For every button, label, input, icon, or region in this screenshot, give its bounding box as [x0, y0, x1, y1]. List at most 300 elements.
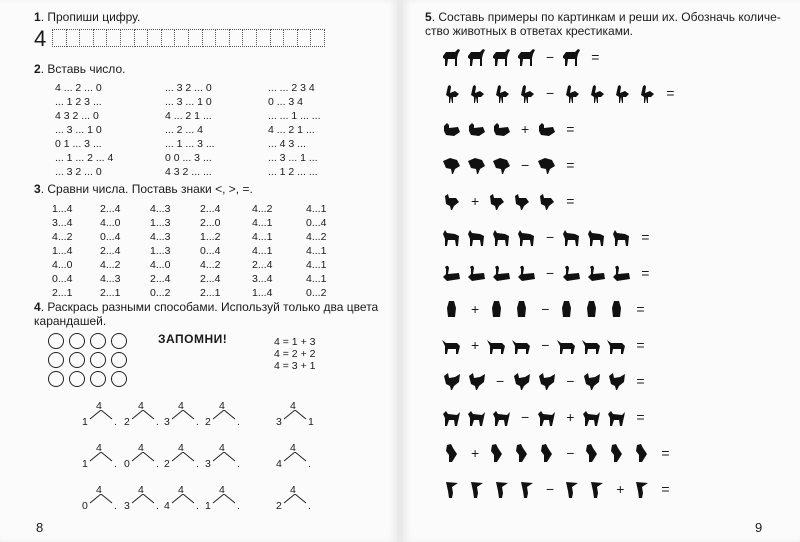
- animal-equation-row: [440, 366, 651, 396]
- number-tree: [276, 400, 316, 430]
- operator: =: [636, 409, 645, 425]
- cat-icon: [560, 226, 582, 248]
- swan-icon: [440, 262, 462, 284]
- task2-line[interactable]: ... 1 2 ... ...: [268, 166, 318, 178]
- comparison[interactable]: 1...4: [252, 287, 273, 299]
- toucan-icon: [490, 478, 512, 500]
- tree-right[interactable]: .: [237, 500, 240, 512]
- horse-icon: [440, 46, 462, 68]
- comparison[interactable]: 4...1: [306, 273, 327, 285]
- comparison[interactable]: 2...1: [200, 287, 221, 299]
- turkey-icon: [490, 154, 512, 176]
- task2-line[interactable]: 0 ... 3 4: [268, 96, 304, 108]
- circle[interactable]: [48, 371, 64, 387]
- formula: 4 = 2 + 2: [274, 348, 316, 360]
- number-tree: [205, 442, 245, 472]
- circle[interactable]: [90, 352, 106, 368]
- comparison[interactable]: 2...4: [100, 245, 121, 257]
- cat-icon: [610, 226, 632, 248]
- animal-equation-row: [440, 42, 605, 72]
- animal-equation-row: [440, 330, 651, 360]
- operator: −: [546, 481, 555, 497]
- rooster-icon: [510, 370, 532, 392]
- writing-cell[interactable]: [66, 29, 81, 47]
- operator: =: [641, 265, 650, 281]
- tree-left[interactable]: 0: [82, 500, 88, 512]
- writing-cell[interactable]: [93, 29, 108, 47]
- tree-top: 4: [219, 400, 225, 412]
- parrot-icon: [510, 442, 532, 464]
- page-number-left: 8: [36, 520, 44, 535]
- page-number-right: 9: [755, 520, 763, 535]
- tree-top: 4: [290, 442, 296, 454]
- task2-line[interactable]: ... 3 2 ... 0: [55, 166, 102, 178]
- comparison[interactable]: 4...1: [306, 203, 327, 215]
- comparison[interactable]: 2...4: [200, 203, 221, 215]
- circle[interactable]: [111, 371, 127, 387]
- ostrich-icon: [490, 82, 512, 104]
- tree-left[interactable]: 2: [124, 416, 130, 428]
- comparison[interactable]: 4...0: [150, 259, 171, 271]
- comparison[interactable]: 4...1: [306, 259, 327, 271]
- left-page: [0, 0, 397, 542]
- tree-right[interactable]: .: [196, 500, 199, 512]
- operator: =: [636, 373, 645, 389]
- penguin-icon: [580, 298, 602, 320]
- tree-right[interactable]: .: [156, 416, 159, 428]
- comparison[interactable]: 4...0: [52, 259, 73, 271]
- comparison[interactable]: 1...4: [52, 203, 73, 215]
- tree-right[interactable]: .: [156, 458, 159, 470]
- comparison[interactable]: 4...0: [100, 217, 121, 229]
- operator: −: [541, 301, 550, 317]
- operator: −: [566, 445, 575, 461]
- tree-left[interactable]: 4: [164, 500, 170, 512]
- parrot-icon: [485, 442, 507, 464]
- ostrich-icon: [610, 82, 632, 104]
- operator: −: [521, 409, 530, 425]
- writing-cell[interactable]: [297, 29, 312, 47]
- tree-right[interactable]: .: [308, 500, 311, 512]
- horse-icon: [560, 46, 582, 68]
- task2-column-3: [268, 81, 321, 179]
- dog-icon: [490, 406, 512, 428]
- tree-top: 4: [138, 484, 144, 496]
- comparison[interactable]: 0...4: [200, 245, 221, 257]
- comparison[interactable]: 2...4: [100, 203, 121, 215]
- parrot-icon: [630, 442, 652, 464]
- task2-line[interactable]: 4 ... 2 1 ...: [268, 124, 315, 136]
- operator: =: [636, 301, 645, 317]
- ostrich-icon: [465, 82, 487, 104]
- tree-top: 4: [178, 484, 184, 496]
- tree-right[interactable]: .: [237, 416, 240, 428]
- turkey-icon: [440, 154, 462, 176]
- task2-line[interactable]: 0 1 ... 3 ...: [55, 138, 102, 150]
- writing-cell[interactable]: [174, 29, 189, 47]
- task2-line[interactable]: ... ... 2 3 4: [268, 82, 315, 94]
- swan-icon: [560, 262, 582, 284]
- tree-top: 4: [96, 400, 102, 412]
- dog-icon: [605, 406, 627, 428]
- hen-icon: [440, 190, 462, 212]
- tree-right[interactable]: .: [196, 416, 199, 428]
- circle[interactable]: [48, 333, 64, 349]
- comparison[interactable]: 0...4: [306, 217, 327, 229]
- rooster-icon: [580, 370, 602, 392]
- task2-column-2: [165, 81, 215, 179]
- animal-equation-row: [440, 222, 655, 252]
- writing-cell[interactable]: [256, 29, 271, 47]
- turkey-icon: [465, 154, 487, 176]
- rooster-icon: [465, 370, 487, 392]
- task5-heading: 5. Составь примеры по картинкам и реши их. Обозначь количе-: [425, 10, 781, 24]
- penguin-icon: [510, 298, 532, 320]
- dog-icon: [580, 406, 602, 428]
- task1-heading: 1. Пропиши цифру.: [34, 10, 141, 24]
- comparison[interactable]: 0...4: [100, 231, 121, 243]
- formula: 4 = 1 + 3: [274, 336, 316, 348]
- number-tree: [82, 484, 122, 514]
- swan-icon: [610, 262, 632, 284]
- tree-top: 4: [178, 400, 184, 412]
- animal-equation-row: [440, 474, 676, 504]
- task3-heading: 3. Сравни числа. Поставь знаки <, >, =.: [34, 182, 253, 196]
- task2-line[interactable]: ... 1 ... 2 ... 4: [55, 152, 114, 164]
- comparison[interactable]: 1...3: [150, 217, 171, 229]
- comparison[interactable]: 2...0: [200, 217, 221, 229]
- task2-line[interactable]: ... 2 ... 4: [165, 124, 203, 136]
- donkey-icon: [440, 334, 462, 356]
- circle[interactable]: [90, 371, 106, 387]
- ostrich-icon: [635, 82, 657, 104]
- donkey-icon: [510, 334, 532, 356]
- tree-left[interactable]: 3: [205, 458, 211, 470]
- animal-equation-row: [440, 294, 651, 324]
- comparison[interactable]: 4...3: [150, 203, 171, 215]
- tree-left[interactable]: 0: [124, 458, 130, 470]
- comparison[interactable]: 1...2: [200, 231, 221, 243]
- circle[interactable]: [111, 352, 127, 368]
- task3-column: [150, 202, 170, 300]
- ostrich-icon: [515, 82, 537, 104]
- number-tree: [82, 442, 122, 472]
- tree-top: 4: [219, 484, 225, 496]
- task3-column: [200, 202, 220, 300]
- donkey-icon: [580, 334, 602, 356]
- tree-right[interactable]: .: [196, 458, 199, 470]
- task2-line[interactable]: ... 4 3 ...: [268, 138, 306, 150]
- operator: −: [541, 337, 550, 353]
- operator: −: [521, 157, 530, 173]
- cat-icon: [465, 226, 487, 248]
- tree-top: 4: [138, 400, 144, 412]
- cat-icon: [440, 226, 462, 248]
- number-tree: [164, 442, 204, 472]
- coloring-circles[interactable]: [48, 333, 127, 387]
- comparison[interactable]: 3...4: [52, 217, 73, 229]
- hen-icon: [535, 190, 557, 212]
- operator: =: [641, 229, 650, 245]
- operator: =: [566, 121, 575, 137]
- duck-icon: [440, 118, 462, 140]
- task2-line[interactable]: 4 3 2 ... ...: [165, 166, 212, 178]
- swan-icon: [515, 262, 537, 284]
- comparison[interactable]: 0...4: [52, 273, 73, 285]
- horse-icon: [515, 46, 537, 68]
- task2-line[interactable]: 4 ... 2 1 ...: [165, 110, 212, 122]
- toucan-icon: [585, 478, 607, 500]
- comparison[interactable]: 4...2: [52, 231, 73, 243]
- dog-icon: [465, 406, 487, 428]
- toucan-icon: [440, 478, 462, 500]
- task3-column: [306, 202, 326, 300]
- writing-cell[interactable]: [120, 29, 135, 47]
- writing-cell[interactable]: [229, 29, 244, 47]
- parrot-icon: [580, 442, 602, 464]
- rooster-icon: [440, 370, 462, 392]
- turkey-icon: [535, 154, 557, 176]
- tree-left[interactable]: 3: [164, 416, 170, 428]
- comparison[interactable]: 4...1: [252, 231, 273, 243]
- tree-right[interactable]: .: [308, 458, 311, 470]
- hen-icon: [485, 190, 507, 212]
- tree-top: 4: [178, 442, 184, 454]
- task2-line[interactable]: ... 1 2 3 ...: [55, 96, 102, 108]
- task2-line[interactable]: ... ... 1 ... ...: [268, 110, 321, 122]
- operator: +: [566, 409, 575, 425]
- number-tree: [276, 484, 316, 514]
- task2-line[interactable]: ... 1 ... 3 ...: [165, 138, 215, 150]
- tree-left[interactable]: 2: [205, 416, 211, 428]
- operator: =: [636, 337, 645, 353]
- comparison[interactable]: 0...2: [306, 287, 327, 299]
- formulas: [274, 336, 315, 372]
- writing-cell[interactable]: [134, 29, 149, 47]
- operator: =: [566, 193, 575, 209]
- animal-equation-row: [440, 150, 580, 180]
- comparison[interactable]: 2...1: [100, 287, 121, 299]
- tree-top: 4: [96, 442, 102, 454]
- ostrich-icon: [440, 82, 462, 104]
- operator: =: [661, 445, 670, 461]
- number-tree: [205, 400, 245, 430]
- tree-top: 4: [290, 484, 296, 496]
- writing-cell[interactable]: [270, 29, 285, 47]
- comparison[interactable]: 4...2: [200, 259, 221, 271]
- sample-digit: 4: [34, 26, 47, 51]
- operator: +: [471, 337, 480, 353]
- rooster-icon: [605, 370, 627, 392]
- swan-icon: [465, 262, 487, 284]
- cat-icon: [515, 226, 537, 248]
- number-tree: [124, 484, 164, 514]
- number-tree: [164, 400, 204, 430]
- donkey-icon: [485, 334, 507, 356]
- dog-icon: [535, 406, 557, 428]
- operator: +: [521, 121, 530, 137]
- dog-icon: [440, 406, 462, 428]
- operator: +: [616, 481, 625, 497]
- animal-equation-row: [440, 402, 651, 432]
- tree-left[interactable]: 2: [276, 500, 282, 512]
- circle[interactable]: [90, 333, 106, 349]
- tree-top: 4: [290, 400, 296, 412]
- comparison[interactable]: 4...2: [252, 203, 273, 215]
- penguin-icon: [555, 298, 577, 320]
- swan-icon: [490, 262, 512, 284]
- operator: −: [566, 373, 575, 389]
- tree-right[interactable]: 1: [308, 416, 314, 428]
- tree-left[interactable]: 1: [205, 500, 211, 512]
- writing-cell[interactable]: [79, 29, 94, 47]
- number-tree: [205, 484, 245, 514]
- circle[interactable]: [69, 333, 85, 349]
- duck-icon: [490, 118, 512, 140]
- toucan-icon: [465, 478, 487, 500]
- writing-cell[interactable]: [188, 29, 203, 47]
- circle[interactable]: [48, 352, 64, 368]
- penguin-icon: [605, 298, 627, 320]
- duck-icon: [465, 118, 487, 140]
- number-tree: [82, 400, 122, 430]
- comparison[interactable]: 2...4: [252, 259, 273, 271]
- operator: =: [661, 481, 670, 497]
- task2-line[interactable]: 4 3 2 ... 0: [55, 110, 99, 122]
- comparison[interactable]: 4...1: [306, 245, 327, 257]
- operator: +: [471, 301, 480, 317]
- horse-icon: [465, 46, 487, 68]
- task2-line[interactable]: ... 3 ... 1 0: [55, 124, 102, 136]
- toucan-icon: [630, 478, 652, 500]
- tree-right[interactable]: .: [237, 458, 240, 470]
- task4-heading: 4. Раскрась разными способами. Используй только два цвета: [34, 300, 379, 314]
- comparison[interactable]: 2...4: [150, 273, 171, 285]
- task3-column: [252, 202, 272, 300]
- comparison[interactable]: 4...2: [100, 259, 121, 271]
- task5-heading-line2: ство животных в ответах крестиками.: [425, 24, 633, 38]
- writing-cell[interactable]: [106, 29, 121, 47]
- task2-line[interactable]: ... 3 ... 1 ...: [268, 152, 318, 164]
- tree-left[interactable]: 4: [276, 458, 282, 470]
- operator: +: [471, 193, 480, 209]
- donkey-icon: [555, 334, 577, 356]
- duck-icon: [535, 118, 557, 140]
- tree-top: 4: [219, 442, 225, 454]
- formula: 4 = 3 + 1: [274, 360, 316, 372]
- comparison[interactable]: 3...4: [252, 273, 273, 285]
- writing-cell[interactable]: [161, 29, 176, 47]
- tree-right[interactable]: .: [114, 458, 117, 470]
- number-tree: [124, 400, 164, 430]
- tree-right[interactable]: .: [156, 500, 159, 512]
- tree-right[interactable]: .: [114, 500, 117, 512]
- operator: −: [496, 373, 505, 389]
- number-tree: [164, 484, 204, 514]
- circle[interactable]: [111, 333, 127, 349]
- tree-top: 4: [96, 484, 102, 496]
- task3-column: [52, 202, 72, 300]
- donkey-icon: [605, 334, 627, 356]
- tree-left[interactable]: 1: [82, 458, 88, 470]
- writing-cell[interactable]: [147, 29, 162, 47]
- writing-cell[interactable]: [52, 29, 67, 47]
- writing-cell[interactable]: [215, 29, 230, 47]
- tree-left[interactable]: 2: [164, 458, 170, 470]
- ostrich-icon: [585, 82, 607, 104]
- tree-right[interactable]: .: [114, 416, 117, 428]
- comparison[interactable]: 2...1: [52, 287, 73, 299]
- task3-column: [100, 202, 120, 300]
- comparison[interactable]: 4...3: [150, 231, 171, 243]
- writing-cell[interactable]: [310, 29, 325, 47]
- writing-cell[interactable]: [202, 29, 217, 47]
- toucan-icon: [560, 478, 582, 500]
- tree-left[interactable]: 3: [276, 416, 282, 428]
- operator: −: [546, 229, 555, 245]
- comparison[interactable]: 4...1: [252, 245, 273, 257]
- comparison[interactable]: 0...2: [150, 287, 171, 299]
- animal-equation-row: [440, 258, 655, 288]
- ostrich-icon: [560, 82, 582, 104]
- comparison[interactable]: 4...3: [100, 273, 121, 285]
- task2-line[interactable]: 4 ... 2 ... 0: [55, 82, 102, 94]
- number-tree: [276, 442, 316, 472]
- circle[interactable]: [69, 371, 85, 387]
- animal-equation-row: [440, 186, 580, 216]
- comparison[interactable]: 4...2: [306, 231, 327, 243]
- circle[interactable]: [69, 352, 85, 368]
- cat-icon: [490, 226, 512, 248]
- comparison[interactable]: 2...4: [200, 273, 221, 285]
- horse-icon: [490, 46, 512, 68]
- operator: −: [546, 85, 555, 101]
- toucan-icon: [515, 478, 537, 500]
- penguin-icon: [440, 298, 462, 320]
- comparison[interactable]: 1...4: [52, 245, 73, 257]
- writing-cell[interactable]: [283, 29, 298, 47]
- parrot-icon: [605, 442, 627, 464]
- remember-title: ЗАПОМНИ!: [158, 332, 228, 346]
- tree-left[interactable]: 1: [82, 416, 88, 428]
- writing-cell[interactable]: [242, 29, 257, 47]
- animal-equation-row: [440, 78, 680, 108]
- comparison[interactable]: 4...1: [252, 217, 273, 229]
- task2-line[interactable]: ... 3 ... 1 0: [165, 96, 212, 108]
- task2-line[interactable]: ... 3 2 ... 0: [165, 82, 212, 94]
- task4-heading-line2: карандашей.: [34, 314, 107, 328]
- hen-icon: [510, 190, 532, 212]
- parrot-icon: [440, 442, 462, 464]
- writing-cells[interactable]: [52, 29, 324, 47]
- number-tree: [124, 442, 164, 472]
- operator: =: [666, 85, 675, 101]
- operator: =: [591, 49, 600, 65]
- cat-icon: [585, 226, 607, 248]
- rooster-icon: [535, 370, 557, 392]
- swan-icon: [585, 262, 607, 284]
- task2-line[interactable]: 0 0 ... 3 ...: [165, 152, 212, 164]
- animal-equation-row: [440, 114, 580, 144]
- operator: −: [546, 49, 555, 65]
- parrot-icon: [535, 442, 557, 464]
- operator: =: [566, 157, 575, 173]
- task2-heading: 2. Вставь число.: [34, 62, 126, 76]
- comparison[interactable]: 1...3: [150, 245, 171, 257]
- operator: −: [546, 265, 555, 281]
- animal-equation-row: [440, 438, 676, 468]
- tree-left[interactable]: 3: [124, 500, 130, 512]
